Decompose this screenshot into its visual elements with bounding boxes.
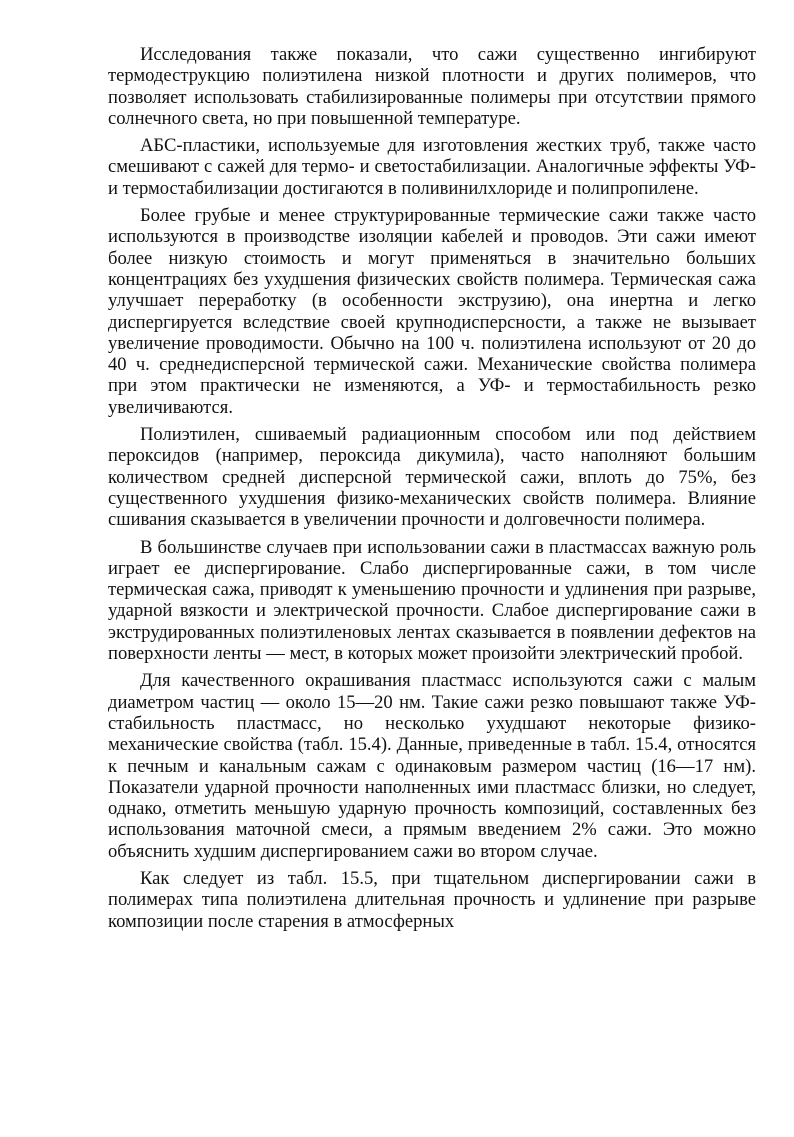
paragraph-1: Исследования также показали, что сажи существенно ингибируют термодеструкцию полиэтилена низкой плотности и других полимеров, что позволяет использовать стабилизированные полимеры при отсутствии прямого солнечного света, но при повышенной температуре. [108,44,756,129]
paragraph-4: Полиэтилен, сшиваемый радиационным способом или под действием пероксидов (например, пероксида дикумила), часто наполняют большим количеством средней дисперсной термической сажи, вплоть до 75%, без существенного ухудшения физико-механических свойств полимера. Влияние сшивания сказывается в увеличении прочности и долговечности полимера. [108,424,756,531]
paragraph-2: АБС-пластики, используемые для изготовления жестких труб, также часто смешивают с сажей для термо- и светостабилизации. Аналогичные эффекты УФ- и термостабилизации достигаются в поливинилхлориде и полипропилене. [108,135,756,199]
paragraph-5: В большинстве случаев при использовании сажи в пластмассах важную роль играет ее диспергирование. Слабо диспергированные сажи, в том числе термическая сажа, приводят к уменьшению прочности и удлинения при разрыве, ударной вязкости и электрической прочности. Слабое диспергирование сажи в экструдированных полиэтиленовых лентах сказывается в появлении дефектов на поверхности ленты — мест, в которых может произойти электрический пробой. [108,536,756,665]
page-body [108,44,756,932]
paragraph-7: Как следует из табл. 15.5, при тщательном диспергировании сажи в полимерах типа полиэтилена длительная прочность и удлинение при разрыве композиции после старения в атмосферных [108,867,756,932]
paragraph-6: Для качественного окрашивания пластмасс используются сажи с малым диаметром частиц — около 15—20 нм. Такие сажи резко повышают также УФ-стабильность пластмасс, но несколько ухудшают некоторые физико-механические свойства (табл. 15.4). Данные, приведенные в табл. 15.4, относятся к печным и канальным сажам с одинаковым размером частиц (16—17 нм). Показатели ударной прочности наполненных ими пластмасс близки, но следует, однако, отметить меньшую ударную прочность композиций, составленных без использования маточной смеси, а прямым введением 2% сажи. Это можно объяснить худшим диспергированием сажи во втором случае. [108,670,756,862]
paragraph-3: Более грубые и менее структурированные термические сажи также часто используются в производстве изоляции кабелей и проводов. Эти сажи имеют более низкую стоимость и могут применяться в значительно больших концентрациях без ухудшения физических свойств полимера. Термическая сажа улучшает переработку (в особенности экструзию), она инертна и легко диспергируется вследствие своей крупнодисперсности, а также не вызывает увеличение проводимости. Обычно на 100 ч. полиэтилена используют от 20 до 40 ч. среднедисперсной термической сажи. Механические свойства полимера при этом практически не изменяются, а УФ- и термостабильность резко увеличиваются. [108,205,756,418]
